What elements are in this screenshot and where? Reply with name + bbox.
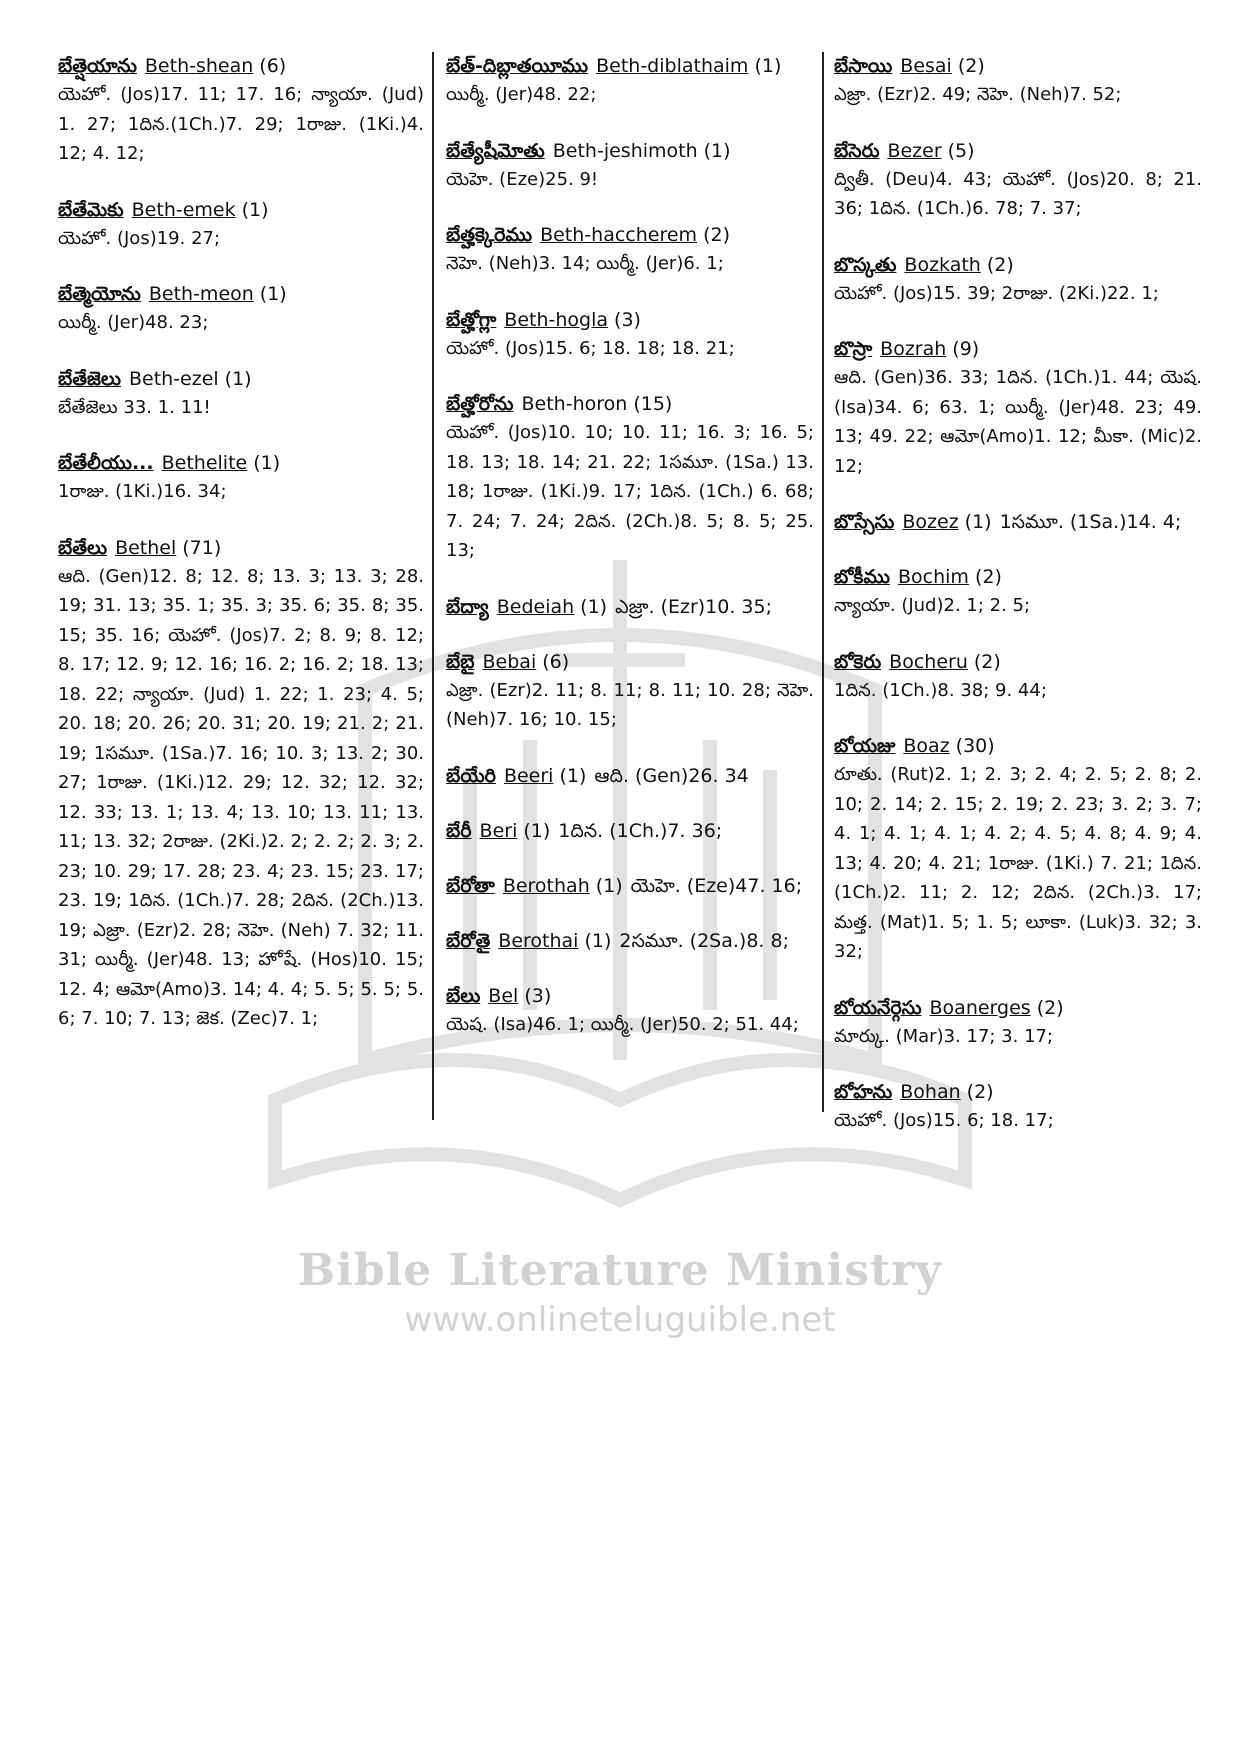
entry-telugu-name: బేతేలు: [58, 536, 108, 559]
entry-english-name: Beth-diblathaim: [596, 55, 749, 77]
entry-english-name: Bethel: [115, 536, 177, 559]
entry-count: (2): [1036, 996, 1064, 1019]
entry-telugu-name: బేత్షెయాను: [58, 55, 137, 77]
entry-count: (3): [524, 984, 552, 1007]
entry-heading: [446, 306, 814, 334]
entry-count: (15): [633, 393, 673, 415]
entry-telugu-name: బేసాయి: [834, 55, 893, 77]
entry-count: (2): [957, 55, 985, 77]
column-divider: [822, 52, 824, 1112]
entry-references: యెహో. (Jos)15. 6; 18. 17;: [834, 1110, 1054, 1131]
entry-references: రూతు. (Rut)2. 1; 2. 3; 2. 4; 2. 5; 2. 8; 2. 10; 2. 14; 2. 15; 2. 19; 2. 23; 3. 2; 3. 7; 4. 1; 4. 1; 4. 1; 4. 2; 4. 5; 4. 8; 4. 9; 4. 13; 4. 20; 4. 21; 1రాజు. (1Ki.) 7. 21; 1దిన. (1Ch.)2. 11; 2. 12; 2దిన. (2Ch.)3. 17; మత్త. (Mat)1. 5; 1. 5; లూకా. (Luk)3. 32; 3. 32;: [834, 764, 1202, 962]
entry-count: (6): [259, 55, 287, 77]
entry-english-name: Beth-jeshimoth: [552, 139, 698, 162]
entry-telugu-name: బేయేరి: [446, 764, 496, 787]
entry-english-name: Boaz: [903, 735, 950, 757]
entry-references: యెహె. (Eze)47. 16;: [630, 874, 803, 897]
entry-heading: [58, 196, 424, 224]
entry-count: (30): [955, 735, 995, 757]
watermark-url: www.onlineteluguible.net: [404, 1300, 836, 1340]
entry-english-name: Beth-haccherem: [540, 224, 698, 246]
entry-heading: [446, 221, 814, 249]
entry-telugu-name: బోయనేర్గెసు: [834, 996, 922, 1019]
concordance-entry: [446, 593, 814, 621]
entry-heading: [58, 280, 424, 308]
concordance-entry: [834, 648, 1202, 706]
entry-references: ఎజ్రా. (Ezr)2. 11; 8. 11; 8. 11; 10. 28; నెహె. (Neh)7. 16; 10. 15;: [446, 679, 814, 730]
entry-telugu-name: బేసెరు: [834, 139, 880, 162]
entry-count: (1): [580, 595, 608, 618]
entry-english-name: Bochim: [898, 566, 969, 588]
concordance-entry: [446, 390, 814, 566]
concordance-entry: [58, 534, 424, 1034]
watermark-title: Bible Literature Ministry: [297, 1245, 943, 1296]
entry-telugu-name: బేలు: [446, 984, 481, 1007]
entry-count: (1): [523, 819, 551, 842]
entry-english-name: Beeri: [503, 764, 554, 787]
entry-references: నెహె. (Neh)3. 14; యిర్మీ. (Jer)6. 1;: [446, 253, 724, 274]
entry-references: యిర్మీ. (Jer)48. 23;: [58, 312, 209, 333]
entry-references: యెహో. (Jos)15. 39; 2రాజు. (2Ki.)22. 1;: [834, 282, 1159, 304]
entry-telugu-name: బేత్-దిబ్లాతయీము: [446, 55, 589, 77]
entry-telugu-name: బేతేజెలు: [58, 367, 121, 390]
entry-telugu-name: బేత్హోగ్లా: [446, 308, 497, 331]
entry-telugu-name: బేద్యా: [446, 595, 489, 618]
entry-telugu-name: బోకీము: [834, 566, 890, 588]
concordance-entry: [446, 817, 814, 845]
entry-heading: [446, 390, 814, 418]
entry-heading: [834, 563, 1202, 591]
entry-english-name: Bebai: [482, 650, 537, 673]
concordance-entry: [58, 365, 424, 423]
entry-telugu-name: బేత్హక్కెరెము: [446, 224, 533, 246]
entry-count: (1): [559, 764, 587, 787]
entry-english-name: Bozez: [902, 511, 959, 533]
concordance-entry: [834, 251, 1202, 309]
entry-telugu-name: బేతేమెకు: [58, 198, 124, 221]
entry-references: యిర్మీ. (Jer)48. 22;: [446, 84, 597, 105]
entry-telugu-name: బోకెరు: [834, 650, 882, 673]
concordance-entry: [446, 221, 814, 279]
entry-count: (1): [224, 367, 252, 390]
concordance-entry: [58, 52, 424, 169]
entry-references: 1రాజు. (1Ki.)16. 34;: [58, 481, 227, 502]
entry-telugu-name: బేత్యేషీమోతు: [446, 139, 545, 162]
concordance-entry: [58, 449, 424, 507]
concordance-entry: [834, 1078, 1202, 1136]
entry-english-name: Bedeiah: [496, 595, 575, 618]
entry-references: ఆది. (Gen)12. 8; 12. 8; 13. 3; 13. 3; 28. 19; 31. 13; 35. 1; 35. 3; 35. 6; 35. 8; 35. 15; 35. 16; యెహో. (Jos)7. 2; 8. 9; 8. 12; 8. 17; 12. 9; 12. 16; 16. 2; 16. 2; 18. 13; 18. 22; న్యాయా. (Jud) 1. 22; 1. 23; 4. 5; 20. 18; 20. 26; 20. 31; 20. 19; 21. 2; 21. 19; 1సమూ. (1Sa.)7. 16; 10. 3; 13. 2; 30. 27; 1రాజు. (1Ki.)12. 29; 12. 32; 12. 32; 12. 33; 13. 1; 13. 4; 13. 10; 13. 11; 13. 11; 13. 32; 2రాజు. (2Ki.)2. 2; 2. 2; 2. 3; 2. 23; 10. 29; 17. 28; 23. 4; 23. 15; 23. 17; 23. 19; 1దిన. (1Ch.)7. 28; 2దిన. (2Ch.)13. 19; ఎజ్రా. (Ezr)2. 28; నెహె. (Neh) 7. 32; 11. 31; యిర్మీ. (Jer)48. 13; హోషే. (Hos)10. 15; 12. 4; ఆమో(Amo)3. 14; 4. 4; 5. 5; 5. 5; 5. 6; 7. 10; 7. 13; జెక. (Zec)7. 1;: [58, 565, 424, 1029]
entry-english-name: Beth-horon: [521, 393, 628, 415]
entry-telugu-name: బోహను: [834, 1081, 893, 1103]
entry-heading: [446, 593, 814, 621]
entry-telugu-name: బేరోతై: [446, 929, 491, 952]
entry-heading: [834, 335, 1202, 363]
entry-telugu-name: బేబై: [446, 650, 475, 673]
entry-count: (2): [986, 253, 1014, 276]
entry-heading: [834, 1078, 1202, 1106]
entry-count: (1): [241, 198, 269, 221]
entry-count: (71): [182, 536, 222, 559]
entry-heading: [834, 251, 1202, 279]
entry-heading: [58, 534, 424, 562]
entry-english-name: Beri: [479, 819, 518, 842]
entry-references: ద్వితీ. (Deu)4. 43; యెహో. (Jos)20. 8; 21. 36; 1దిన. (1Ch.)6. 78; 7. 37;: [834, 168, 1202, 219]
entry-references: యెహో. (Jos)15. 6; 18. 18; 18. 21;: [446, 337, 735, 359]
entry-english-name: Beth-meon: [148, 283, 254, 305]
watermark: [0, 1245, 1240, 1340]
entry-heading: [446, 982, 814, 1010]
entry-english-name: Bocheru: [889, 650, 968, 673]
entry-count: (5): [947, 139, 975, 162]
entry-references: 1దిన. (1Ch.)7. 36;: [558, 819, 723, 842]
entry-references: యెహో. (Jos)10. 10; 10. 11; 16. 3; 16. 5; 18. 13; 18. 14; 21. 22; 1సమూ. (1Sa.) 13. 18; 1రాజు. (1Ki.)9. 17; 1దిన. (1Ch.) 6. 68; 7. 24; 7. 24; 2దిన. (2Ch.)8. 5; 8. 5; 25. 13;: [446, 422, 814, 561]
concordance-entry: [834, 563, 1202, 621]
entry-telugu-name: బొస్సేసు: [834, 511, 895, 533]
entry-references: బేతేజెలు 33. 1. 11!: [58, 396, 211, 418]
entry-english-name: Besai: [900, 55, 952, 77]
entry-references: 1సమూ. (1Sa.)14. 4;: [999, 511, 1182, 533]
entry-count: (1): [253, 452, 281, 474]
entry-english-name: Bethelite: [161, 452, 248, 474]
entry-heading: [834, 648, 1202, 676]
entry-english-name: Bezer: [887, 139, 942, 162]
concordance-entry: [446, 762, 814, 790]
concordance-entry: [834, 52, 1202, 110]
entry-count: (9): [952, 338, 980, 360]
entry-count: (1): [259, 283, 287, 305]
entry-references: యెహో. (Jos)19. 27;: [58, 227, 221, 249]
concordance-entry: [834, 335, 1202, 481]
entry-english-name: Berothai: [498, 929, 579, 952]
entry-heading: [58, 52, 424, 80]
entry-count: (2): [966, 1081, 994, 1103]
entry-count: (3): [614, 308, 641, 331]
entry-heading: [446, 648, 814, 676]
concordance-entry: [834, 994, 1202, 1052]
entry-heading: [834, 994, 1202, 1022]
entry-heading: [446, 817, 814, 845]
entry-references: ఆది. (Gen)26. 34: [594, 764, 749, 787]
entry-references: 2సమూ. (2Sa.)8. 8;: [619, 929, 789, 952]
entry-heading: [446, 927, 814, 955]
entry-count: (6): [542, 650, 570, 673]
entry-english-name: Bohan: [900, 1081, 961, 1103]
entry-references: యెహో. (Jos)17. 11; 17. 16; న్యాయా. (Jud) 1. 27; 1దిన.(1Ch.)7. 29; 1రాజు. (1Ki.)4. 12; 4. 12;: [58, 84, 424, 164]
concordance-entry: [446, 137, 814, 195]
concordance-entry: [834, 137, 1202, 224]
entry-count: (1): [703, 139, 731, 162]
entry-heading: [446, 52, 814, 80]
entry-count: (1): [754, 55, 782, 77]
entry-references: ఎజ్రా. (Ezr)10. 35;: [615, 595, 773, 618]
entry-references: మార్కు. (Mar)3. 17; 3. 17;: [834, 1025, 1054, 1047]
column-1: [58, 52, 424, 1061]
entry-heading: [834, 508, 1202, 536]
entry-heading: [58, 449, 424, 477]
concordance-entry: [58, 280, 424, 338]
entry-references: యెహె. (Eze)25. 9!: [446, 168, 599, 190]
entry-english-name: Bozrah: [880, 338, 947, 360]
entry-english-name: Boanerges: [929, 996, 1031, 1019]
entry-telugu-name: బోయజు: [834, 735, 896, 757]
column-3: [834, 52, 1202, 1163]
entry-telugu-name: బేరీ: [446, 819, 472, 842]
entry-count: (2): [973, 650, 1001, 673]
entry-heading: [834, 137, 1202, 165]
entry-heading: [834, 52, 1202, 80]
entry-english-name: Bozkath: [904, 253, 981, 276]
entry-heading: [446, 872, 814, 900]
entry-english-name: Beth-ezel: [128, 367, 219, 390]
entry-telugu-name: బేత్మెయోను: [58, 283, 141, 305]
entry-heading: [834, 732, 1202, 760]
entry-references: యెష. (Isa)46. 1; యిర్మీ. (Jer)50. 2; 51. 44;: [446, 1013, 799, 1035]
entry-references: 1దిన. (1Ch.)8. 38; 9. 44;: [834, 679, 1047, 701]
entry-telugu-name: బొస్కతు: [834, 253, 897, 276]
concordance-entry: [834, 508, 1202, 536]
entry-telugu-name: బేరోతా: [446, 874, 495, 897]
concordance-entry: [446, 306, 814, 364]
entry-telugu-name: బేత్హోరోను: [446, 393, 514, 415]
entry-count: (1): [964, 511, 992, 533]
entry-heading: [446, 762, 814, 790]
entry-references: న్యాయా. (Jud)2. 1; 2. 5;: [834, 595, 1031, 616]
entry-english-name: Beth-emek: [131, 198, 236, 221]
entry-telugu-name: బేతేలీయు...: [58, 452, 154, 474]
entry-references: ఆది. (Gen)36. 33; 1దిన. (1Ch.)1. 44; యెష. (Isa)34. 6; 63. 1; యిర్మీ. (Jer)48. 23; 49. 13; 49. 22; ఆమో(Amo)1. 12; మీకా. (Mic)2. 12;: [834, 367, 1202, 477]
entry-english-name: Beth-hogla: [504, 308, 609, 331]
entry-english-name: Bel: [488, 984, 519, 1007]
concordance-entry: [58, 196, 424, 254]
entry-count: (2): [703, 224, 730, 246]
concordance-entry: [446, 927, 814, 955]
entry-heading: [446, 137, 814, 165]
entry-count: (1): [595, 874, 623, 897]
concordance-entry: [446, 982, 814, 1040]
entry-telugu-name: బొస్రా: [834, 338, 873, 360]
entry-count: (1): [584, 929, 612, 952]
concordance-entry: [834, 732, 1202, 967]
entry-heading: [58, 365, 424, 393]
column-divider: [432, 52, 434, 1120]
entry-english-name: Beth-shean: [144, 55, 254, 77]
concordance-entry: [446, 52, 814, 110]
concordance-entry: [446, 648, 814, 735]
column-2: [446, 52, 814, 1066]
entry-count: (2): [974, 566, 1002, 588]
entry-english-name: Berothah: [502, 874, 590, 897]
concordance-entry: [446, 872, 814, 900]
entry-references: ఎజ్రా. (Ezr)2. 49; నెహె. (Neh)7. 52;: [834, 84, 1122, 105]
